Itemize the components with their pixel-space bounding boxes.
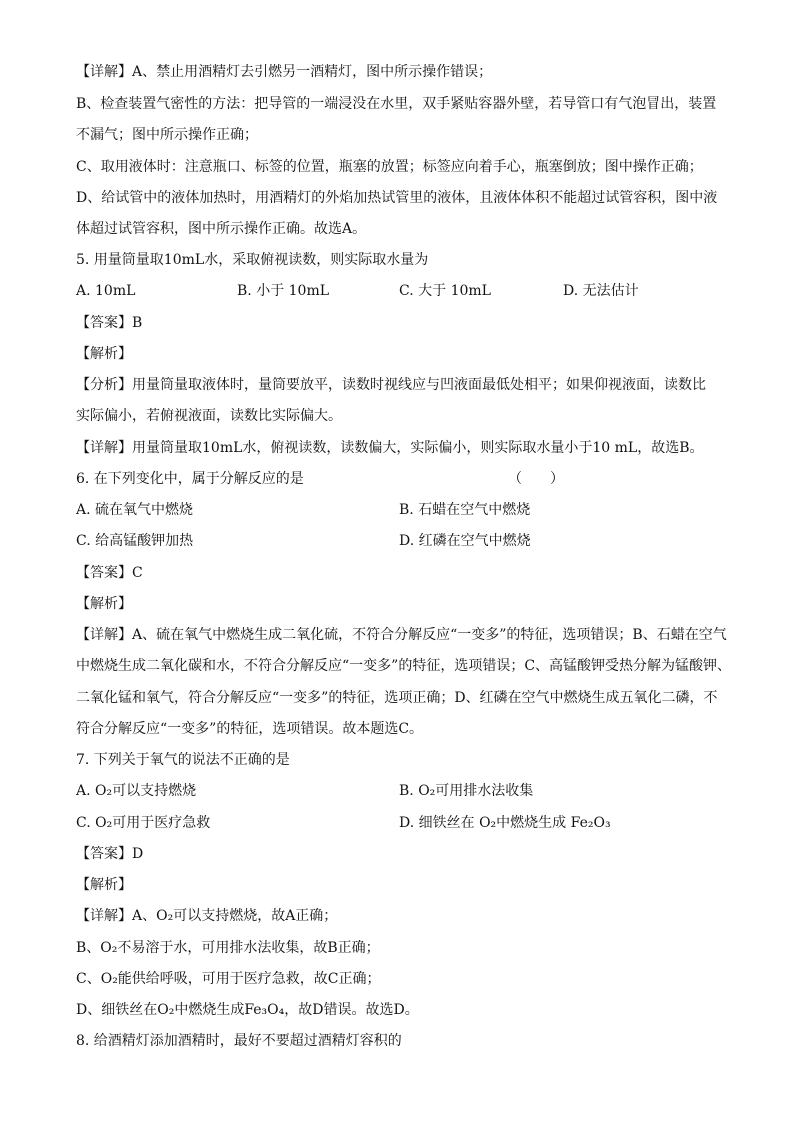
explanation-line: 【分析】用量筒量取液体时，量筒要放平，读数时视线应与凹液面最低处相平；如果仰视液面，读数比: [76, 377, 706, 393]
analysis-label: 【解析】: [76, 346, 132, 362]
q5-option-a: A. 10mL: [76, 283, 136, 299]
explanation-line: 实际偏小，若俯视液面，读数比实际偏大。: [76, 408, 342, 424]
answer-label: 【答案】C: [76, 565, 143, 581]
q7-option-c: C. O₂可用于医疗急救: [76, 815, 211, 831]
q6-option-c: C. 给高锰酸钾加热: [76, 533, 194, 549]
q7-option-b: B. O₂可用排水法收集: [399, 783, 534, 799]
explanation-line: D、细铁丝在O₂中燃烧生成Fe₃O₄，故D错误。故选D。: [76, 1002, 419, 1018]
explanation-line: C、O₂能供给呼吸，可用于医疗急救，故C正确；: [76, 971, 381, 987]
q5-option-c: C. 大于 10mL: [399, 283, 491, 299]
explanation-line: D、给试管中的液体加热时，用酒精灯的外焰加热试管里的液体，且液体体积不能超过试管容积，图中液: [76, 190, 718, 206]
explanation-line: 不漏气；图中所示操作正确；: [76, 127, 258, 143]
explanation-line: B、检查装置气密性的方法：把导管的一端浸没在水里，双手紧贴容器外壁，若导管口有气泡冒出，装置: [76, 96, 717, 112]
q7-option-d: D. 细铁丝在 O₂中燃烧生成 Fe₂O₃: [399, 815, 611, 831]
explanation-line: 二氧化锰和氧气，符合分解反应“一变多”的特征，选项正确；D、红磷在空气中燃烧生成五氧化二磷，不: [76, 690, 718, 706]
answer-label: 【答案】D: [76, 846, 144, 862]
explanation-line: 中燃烧生成二氧化碳和水，不符合分解反应“一变多”的特征，选项错误；C、高锰酸钾受热分解为锰酸钾、: [76, 658, 732, 674]
explanation-line: 【详解】A、O₂可以支持燃烧，故A正确；: [76, 908, 338, 924]
answer-label: 【答案】B: [76, 315, 143, 331]
explanation-line: 【详解】A、禁止用酒精灯去引燃另一酒精灯，图中所示操作错误；: [76, 64, 493, 80]
q5-option-b: B. 小于 10mL: [237, 283, 330, 299]
explanation-line: 体超过试管容积，图中所示操作正确。故选A。: [76, 221, 367, 237]
explanation-line: 【详解】A、硫在氧气中燃烧生成二氧化硫，不符合分解反应“一变多”的特征，选项错误；B、石蜡在空气: [76, 627, 727, 643]
question-6-stem: 6. 在下列变化中，属于分解反应的是: [76, 471, 304, 487]
q6-option-d: D. 红磷在空气中燃烧: [399, 533, 531, 549]
explanation-line: C、取用液体时：注意瓶口、标签的位置，瓶塞的放置；标签应向着手心，瓶塞倒放；图中操作正确；: [76, 159, 703, 175]
q6-option-a: A. 硫在氧气中燃烧: [76, 502, 194, 518]
analysis-label: 【解析】: [76, 877, 132, 893]
q6-answer-blank: （ ）: [508, 471, 564, 487]
explanation-line: B、O₂不易溶于水，可用排水法收集，故B正确；: [76, 940, 380, 956]
analysis-label: 【解析】: [76, 596, 132, 612]
q6-option-b: B. 石蜡在空气中燃烧: [399, 502, 531, 518]
q7-option-a: A. O₂可以支持燃烧: [76, 783, 197, 799]
question-8-stem: 8. 给酒精灯添加酒精时，最好不要超过酒精灯容积的: [76, 1033, 402, 1049]
question-5-stem: 5. 用量筒量取10mL水，采取俯视读数，则实际取水量为: [76, 252, 429, 268]
q5-option-d: D. 无法估计: [563, 283, 639, 299]
question-7-stem: 7. 下列关于氧气的说法不正确的是: [76, 752, 290, 768]
explanation-line: 【详解】用量筒量取10mL水，俯视读数，读数偏大，实际偏小，则实际取水量小于10 mL，故选B。: [76, 440, 704, 456]
explanation-line: 符合分解反应“一变多”的特征，选项错误。故本题选C。: [76, 721, 424, 737]
